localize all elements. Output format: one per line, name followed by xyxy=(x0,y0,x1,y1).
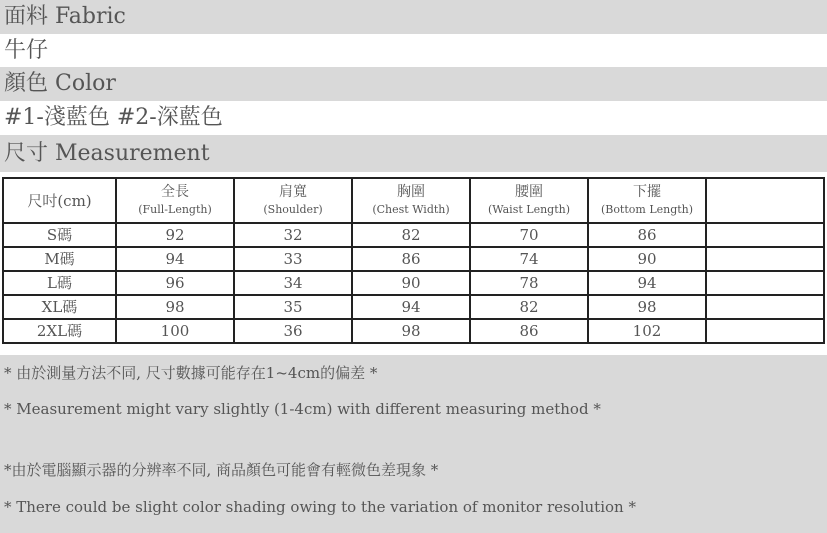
value-cell: 70 xyxy=(470,223,588,247)
color-label: 顏色 Color xyxy=(0,67,827,101)
value-cell: 86 xyxy=(470,319,588,343)
value-cell: 33 xyxy=(234,247,352,271)
table-row xyxy=(3,223,824,247)
header-shoulder: 肩寬 (Shoulder) xyxy=(234,178,352,223)
note-color-en: * There could be slight color shading owing to the variation of monitor resolution * xyxy=(4,498,636,516)
value-cell: 100 xyxy=(116,319,234,343)
header-chest-width: 胸圍 (Chest Width) xyxy=(352,178,470,223)
empty-cell xyxy=(706,271,824,295)
empty-cell xyxy=(706,319,824,343)
header-size-cm: 尺吋(cm) xyxy=(3,178,116,223)
fabric-label: 面料 Fabric xyxy=(0,0,827,34)
value-cell: 90 xyxy=(588,247,706,271)
empty-cell xyxy=(706,223,824,247)
value-cell: 32 xyxy=(234,223,352,247)
header-full-length: 全長 (Full-Length) xyxy=(116,178,234,223)
size-cell: S碼 xyxy=(3,223,116,247)
header-waist-length: 腰圍 (Waist Length) xyxy=(470,178,588,223)
header-bottom-length: 下擺 (Bottom Length) xyxy=(588,178,706,223)
note-measurement-zh: * 由於測量方法不同, 尺寸數據可能存在1~4cm的偏差 * xyxy=(4,364,378,382)
value-cell: 86 xyxy=(352,247,470,271)
value-cell: 98 xyxy=(588,295,706,319)
table-header-row xyxy=(3,178,824,223)
value-cell: 78 xyxy=(470,271,588,295)
size-cell: 2XL碼 xyxy=(3,319,116,343)
value-cell: 82 xyxy=(470,295,588,319)
measurement-label: 尺寸 Measurement xyxy=(0,135,827,172)
value-cell: 82 xyxy=(352,223,470,247)
table-row xyxy=(3,247,824,271)
value-cell: 36 xyxy=(234,319,352,343)
empty-cell xyxy=(706,247,824,271)
size-cell: M碼 xyxy=(3,247,116,271)
color-value: #1-淺藍色 #2-深藍色 xyxy=(0,101,827,135)
value-cell: 90 xyxy=(352,271,470,295)
value-cell: 96 xyxy=(116,271,234,295)
value-cell: 74 xyxy=(470,247,588,271)
value-cell: 35 xyxy=(234,295,352,319)
notes-section xyxy=(0,355,827,533)
value-cell: 34 xyxy=(234,271,352,295)
table-row xyxy=(3,295,824,319)
value-cell: 102 xyxy=(588,319,706,343)
size-cell: L碼 xyxy=(3,271,116,295)
value-cell: 94 xyxy=(588,271,706,295)
value-cell: 98 xyxy=(116,295,234,319)
fabric-value: 牛仔 xyxy=(0,34,827,67)
size-table-section xyxy=(0,172,827,355)
value-cell: 98 xyxy=(352,319,470,343)
empty-cell xyxy=(706,178,824,223)
size-cell: XL碼 xyxy=(3,295,116,319)
empty-cell xyxy=(706,295,824,319)
value-cell: 86 xyxy=(588,223,706,247)
value-cell: 94 xyxy=(116,247,234,271)
value-cell: 94 xyxy=(352,295,470,319)
value-cell: 92 xyxy=(116,223,234,247)
table-row xyxy=(3,271,824,295)
note-color-zh: *由於電腦顯示器的分辨率不同, 商品顏色可能會有輕微色差現象 * xyxy=(4,461,439,479)
table-row xyxy=(3,319,824,343)
note-measurement-en: * Measurement might vary slightly (1-4cm) with different measuring method * xyxy=(4,400,601,418)
size-table xyxy=(2,177,825,344)
